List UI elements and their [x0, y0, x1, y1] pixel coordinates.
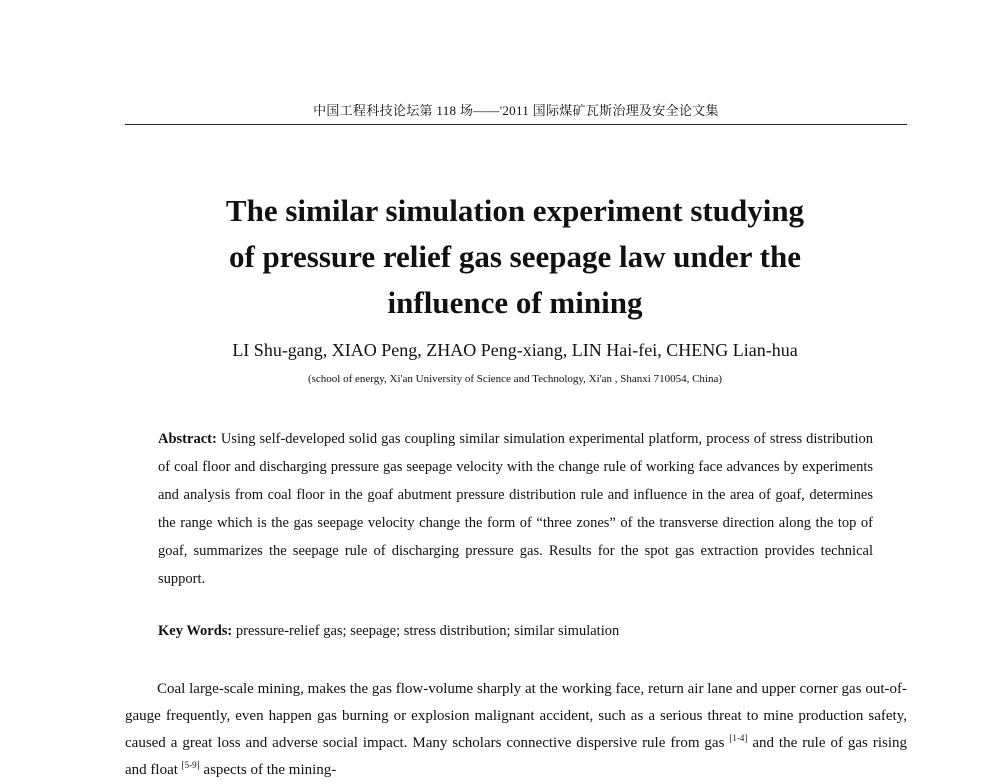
abstract-text: Using self-developed solid gas coupling similar simulation experimental platform, process of stress distribution of coal floor and discharging pressure gas seepage velocity with the change rule of working face advances by experiments and analysis from coal floor in the goaf abutment pressure distribution rule and influence in the area of goaf, determines the range which is the gas seepage velocity change the form of “three zones” of the transverse direction along the top of goaf, summarizes the seepage rule of discharging pressure gas. Results for the spot gas extraction provides technical support. — [158, 431, 873, 587]
affiliation: (school of energy, Xi'an University of Science and Technology, Xi'an , Shanxi 710054, China) — [307, 373, 723, 385]
abstract — [158, 425, 873, 593]
body-text-2: and the rule of gas rising and float — [125, 735, 907, 778]
authors: LI Shu-gang, XIAO Peng, ZHAO Peng-xiang, LIN Hai-fei, CHENG Lian-hua — [232, 340, 798, 360]
body-text-3: aspects of the mining- — [199, 762, 337, 778]
header-rule — [125, 124, 907, 125]
title-line-1: The similar simulation experiment studying — [225, 193, 805, 228]
citation-ref-2: [5-9] — [181, 760, 200, 770]
title-line-2: of pressure relief gas seepage law under the — [228, 239, 802, 274]
running-header: 中国工程科技论坛第 118 场——'2011 国际煤矿瓦斯治理及安全论文集 — [313, 103, 719, 118]
abstract-label: Abstract: — [158, 431, 217, 447]
keywords-text: pressure-relief gas; seepage; stress distribution; similar simulation — [232, 623, 620, 639]
body-text-1: Coal large-scale mining, makes the gas flow-volume sharply at the working face, return air lane and upper corner gas out-of-gauge frequently, even happen gas burning or explosion malignant accident, such as a serious threat to mine production safety, caused a great loss and adverse social impact. Many scholars connective dispersive rule from gas — [125, 681, 907, 751]
citation-ref-1: [1-4] — [729, 733, 748, 743]
title-line-3: influence of mining — [387, 285, 643, 320]
keywords-label: Key Words: — [158, 623, 233, 639]
keywords — [158, 620, 873, 642]
paper-title — [150, 188, 880, 326]
